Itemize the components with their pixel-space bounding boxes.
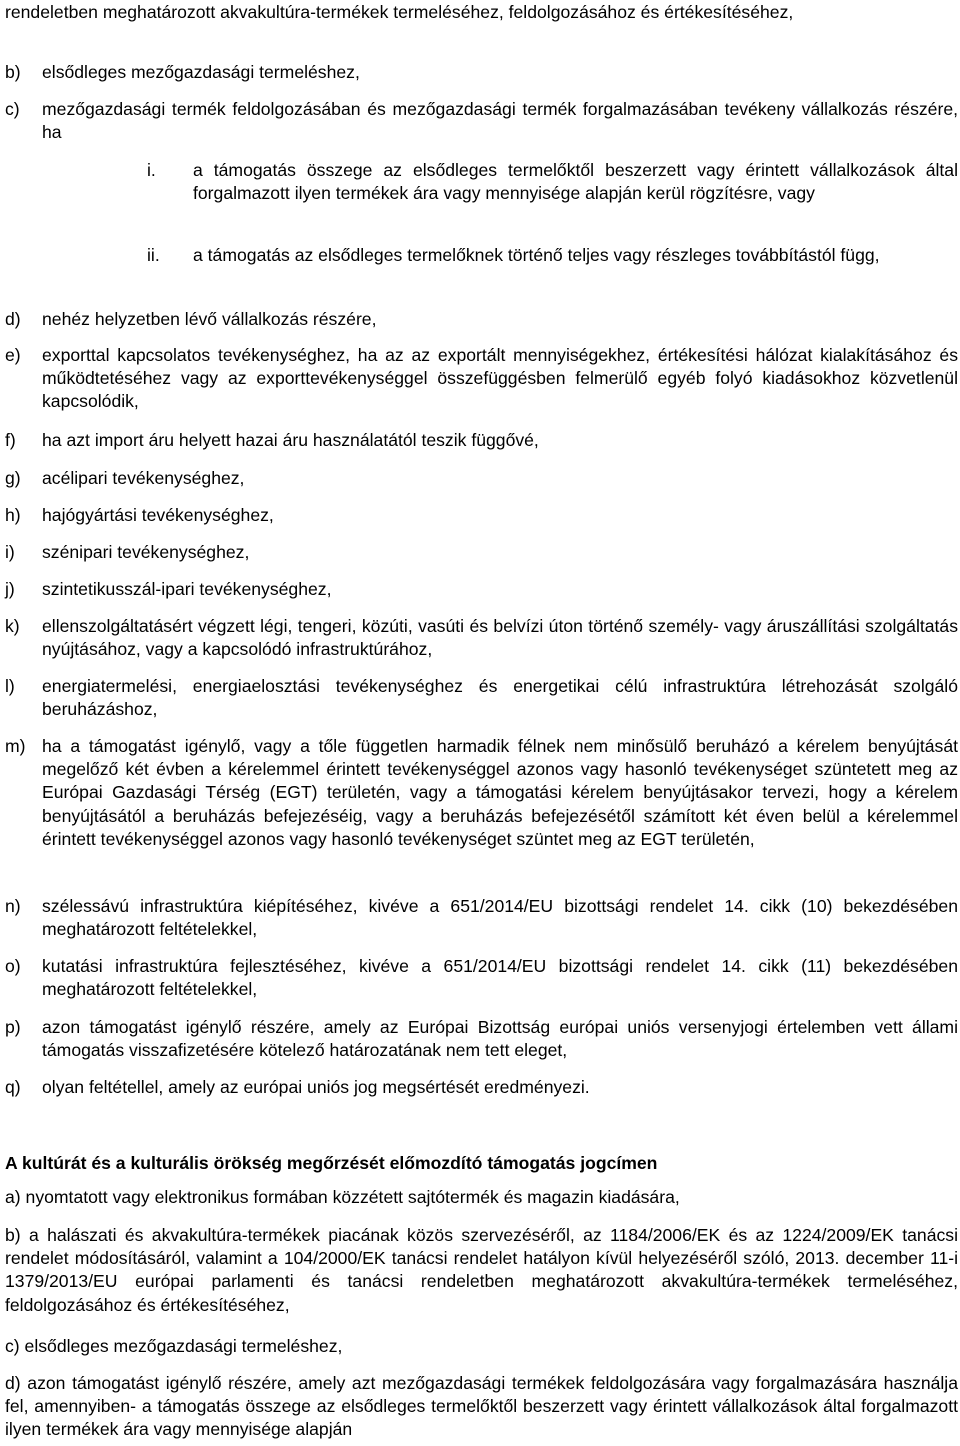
list-item-g [5, 467, 958, 490]
list-label: q) [5, 1077, 21, 1097]
list-label: h) [5, 505, 21, 525]
sublist-text: a támogatás az elsődleges termelőknek történő teljes vagy részleges továbbítástól függ, [193, 245, 880, 265]
paragraph-a: a) nyomtatott vagy elektronikus formában közzétett sajtótermék és magazin kiadására, [5, 1187, 680, 1207]
list-text: energiatermelési, energiaelosztási tevékenységhez és energetikai célú infrastruktúra létrehozását szolgáló beruházáshoz, [42, 676, 958, 720]
sublist-item-i [147, 159, 958, 205]
sublist-label: ii. [147, 245, 160, 265]
list-text: mezőgazdasági termék feldolgozásában és mezőgazdasági termék forgalmazásában tevékeny vállalkozás részére, ha [42, 99, 958, 143]
list-label: p) [5, 1017, 21, 1037]
list-label: o) [5, 956, 21, 976]
list-text: elsődleges mezőgazdasági termeléshez, [42, 62, 360, 82]
list-label: d) [5, 309, 21, 329]
list-text: kutatási infrastruktúra fejlesztéséhez, kivéve a 651/2014/EU bizottsági rendelet 14. cikk (11) bekezdésében meghatározott feltételekkel, [42, 956, 958, 1000]
list-label: j) [5, 579, 15, 599]
list-text: szintetikusszál-ipari tevékenységhez, [42, 579, 332, 599]
list-text: acélipari tevékenységhez, [42, 468, 245, 488]
list-item-f [5, 429, 958, 452]
continuation-paragraph: rendeletben meghatározott akvakultúra-termékek termeléséhez, feldolgozásához és értékesítéséhez, [5, 2, 794, 22]
list-text: szélessávú infrastruktúra kiépítéséhez, kivéve a 651/2014/EU bizottsági rendelet 14. cikk (10) bekezdésében meghatározott feltételekkel, [42, 896, 958, 940]
sublist-text: a támogatás összege az elsődleges termelőktől beszerzett vagy érintett vállalkozások által forgalmazott ilyen termékek ára vagy mennyisége alapján kerül rögzítésre, vagy [193, 160, 958, 204]
list-item-i [5, 541, 958, 564]
sublist-label: i. [147, 160, 156, 180]
list-text: azon támogatást igénylő részére, amely az Európai Bizottság európai uniós versenyjogi értelemben vett állami támogatás visszafizetésére kötelező határozatának nem tett eleget, [42, 1017, 958, 1061]
paragraph-c: c) elsődleges mezőgazdasági termeléshez, [5, 1336, 343, 1356]
list-item-c [5, 98, 958, 144]
list-text: nehéz helyzetben lévő vállalkozás részére, [42, 309, 377, 329]
list-text: exporttal kapcsolatos tevékenységhez, ha az az exportált mennyiségekhez, értékesítési hálózat kialakításához és működtetéséhez vagy az exporttevékenységgel összefüggésben felmerülő egyéb folyó kiadásokhoz közvetlenül kapcsolódik, [42, 345, 958, 412]
list-item-q [5, 1076, 958, 1099]
list-label: l) [5, 676, 15, 696]
list-text: szénipari tevékenységhez, [42, 542, 250, 562]
list-item-m [5, 735, 958, 851]
list-item-e [5, 344, 958, 414]
sublist-item-ii [147, 244, 958, 267]
list-text: ha a támogatást igénylő, vagy a tőle független harmadik félnek nem minősülő beruházó a kérelem benyújtását megelőző két évben a kérelemmel érintett tevékenységgel azonos vagy hasonló tevékenységet szüntetett meg az Európai Gazdasági Térség (EGT) területén, vagy a támogatási kérelem benyújtásakor tervezi, hogy a kérelem benyújtásától a beruházás befejezéséig, vagy a beruházás befejezésétől számított két éven belül a kérelemmel érintett tevékenységgel azonos vagy hasonló tevékenységet szüntet meg az EGT területén, [42, 736, 958, 849]
list-item-n [5, 895, 958, 941]
list-label: f) [5, 430, 16, 450]
list-item-h [5, 504, 958, 527]
list-label: k) [5, 616, 20, 636]
paragraph-b: b) a halászati és akvakultúra-termékek piacának közös szervezéséről, az 1184/2006/EK és az 1224/2009/EK tanácsi rendelet módosításáról, valamint a 104/2000/EK tanácsi rendelet hatályon kívül helyezéséről szóló, 2013. december 11-i 1379/2013/EU európai parlamenti és tanácsi rendeletben meghatározott akvakultúra-termékek termeléséhez, feldolgozásához és értékesítéséhez, [5, 1225, 958, 1315]
list-text: ha azt import áru helyett hazai áru használatától teszik függővé, [42, 430, 539, 450]
list-label: g) [5, 468, 21, 488]
list-text: hajógyártási tevékenységhez, [42, 505, 274, 525]
list-item-l [5, 675, 958, 721]
list-label: m) [5, 736, 26, 756]
list-text: olyan feltétellel, amely az európai uniós jog megsértését eredményezi. [42, 1077, 590, 1097]
list-item-p [5, 1016, 958, 1062]
section-heading: A kultúrát és a kulturális örökség megőrzését előmozdító támogatás jogcímen [5, 1153, 658, 1173]
paragraph-d: d) azon támogatást igénylő részére, amely azt mezőgazdasági termékek feldolgozására vagy forgalmazására használja fel, amennyiben- a támogatás összege az elsődleges termelőktől beszerzett vagy érintett vállalkozások által forgalmazott ilyen termékek ára vagy mennyisége alapján [5, 1373, 958, 1440]
list-label: c) [5, 99, 20, 119]
list-item-d [5, 308, 958, 331]
list-label: n) [5, 896, 21, 916]
list-item-o [5, 955, 958, 1001]
list-text: ellenszolgáltatásért végzett légi, tengeri, közúti, vasúti és belvízi úton történő személy- vagy áruszállítási szolgáltatás nyújtásához, vagy a kapcsolódó infrastruktúrához, [42, 616, 958, 660]
list-item-b [5, 61, 958, 84]
list-label: e) [5, 345, 21, 365]
list-label: i) [5, 542, 15, 562]
list-item-j [5, 578, 958, 601]
list-item-k [5, 615, 958, 661]
list-label: b) [5, 62, 21, 82]
